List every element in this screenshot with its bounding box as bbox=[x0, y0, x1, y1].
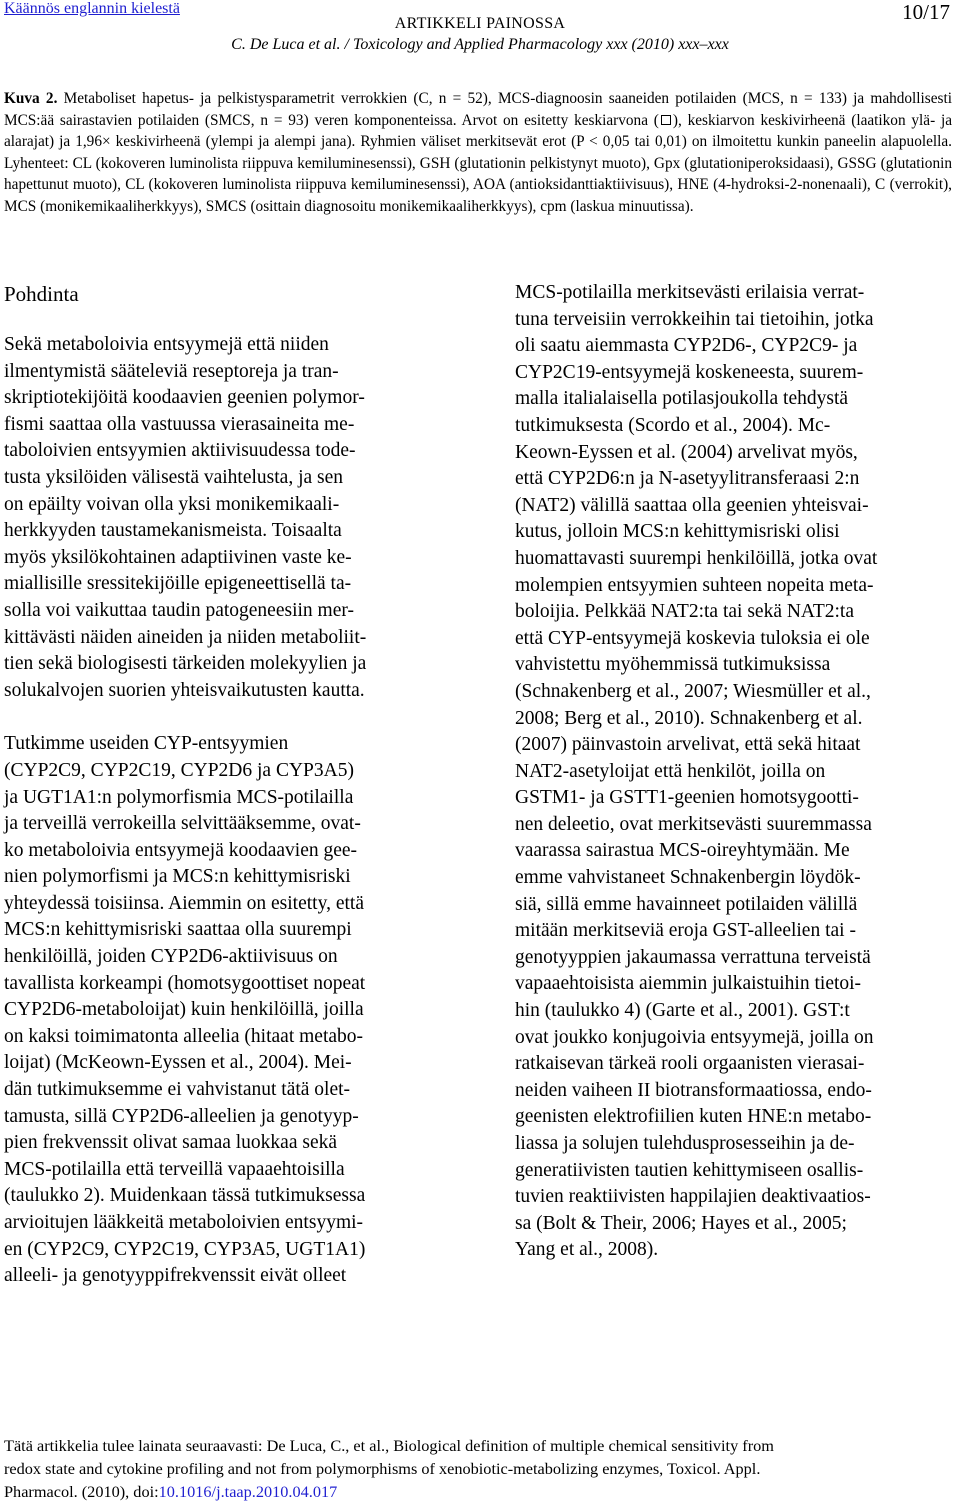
text-line: ja terveillä verrokeilla selvittääksemme, ovat- bbox=[4, 813, 361, 835]
text-line: liassa ja solujen tulehdusprosesseihin ja de- bbox=[515, 1133, 855, 1154]
text-line: (NAT2) välillä saattaa olla geenien yhteisvai- bbox=[515, 494, 869, 516]
text-line: vapaaehtoisista aiemmin julkaistuihin tietoi- bbox=[515, 973, 862, 995]
text-line: herkkyyden taustamekanismeista. Toisaalta bbox=[4, 520, 342, 542]
text-line: genotyyppien jakaumassa verrattuna terveistä bbox=[515, 946, 871, 968]
text-line: ratkaisevan tärkeä rooli orgaanisten vierasai- bbox=[515, 1053, 865, 1075]
figure-caption bbox=[4, 88, 952, 217]
text-line: malla italialaisella potilasjoukolla tehdystä bbox=[515, 388, 849, 410]
text-line: molempien entsyymien suhteen nopeita meta- bbox=[515, 574, 874, 596]
text-line: on epäilty voivan olla yksi monikemikaali- bbox=[4, 493, 340, 515]
text-line: tutkimuksesta (Scordo et al., 2004). Mc- bbox=[515, 414, 831, 436]
text-line: tuna terveisiin verrokkeihin tai tietoihin, jotka bbox=[515, 308, 874, 330]
text-line: miallisille sressitekijöille epigeneettisellä ta- bbox=[4, 573, 352, 595]
text-line: en (CYP2C9, CYP2C19, CYP3A5, UGT1A1) bbox=[4, 1238, 366, 1260]
text-line: nien polymorfismi ja MCS:n kehittymisriski bbox=[4, 866, 351, 888]
text-line: on kaksi toimimatonta alleelia (hitaat metabo- bbox=[4, 1025, 364, 1047]
text-line: että CYP2D6:n ja N-asetyylitransferaasi 2:n bbox=[515, 468, 860, 490]
caption-text-2: ), keskiarvon keskivirheenä (laatikon ylä- ja alarajat) ja 1,96× keskivirheenä (ylempi ja alempi jana). Ryhmien väliset merkitsevät erot (P < 0,05 tai 0,01) on ilmoitettu kunkin paneelin alapuolella. Lyhenteet: CL (kokoveren luminolista riippuva kemiluminesenssi), GSH (glutationin pelkistynyt muoto), Gpx (glutationiperoksidaasi), GSSG (glutationin hapettunut muoto), CL (kokoveren luminolista riippuva kemiluminesenssi), AOA (antioksidanttiaktiivisuus), HNE (4-hydroksi-2-nonenaali), C (verrokit), MCS (monikemikaaliherkkyys), SMCS (osittain diagnosoitu monikemikaaliherkkyys), cpm (laskua minuutissa). bbox=[4, 111, 952, 215]
text-line: (CYP2C9, CYP2C19, CYP2D6 ja CYP3A5) bbox=[4, 759, 354, 781]
text-line: kutus, jolloin MCS:n kehittymisriski olisi bbox=[515, 521, 840, 543]
text-line: että CYP-entsyymejä koskevia tuloksia ei ole bbox=[515, 627, 870, 649]
text-line: solukalvojen suorien yhteisvaikutusten kautta. bbox=[4, 679, 365, 701]
footer-line bbox=[4, 1480, 954, 1503]
text-line: huomattavasti suurempi henkilöillä, jotka ovat bbox=[515, 547, 878, 569]
paragraph-2 bbox=[4, 731, 456, 1289]
text-line: tusta yksilöiden välisestä vaihtelusta, ja sen bbox=[4, 466, 344, 488]
caption-label: Kuva 2. bbox=[4, 90, 58, 107]
text-line: tuvien reaktiivisten happilajien deaktivaatios- bbox=[515, 1186, 871, 1208]
caption-text-1: Metaboliset hapetus- ja pelkistysparametrit verrokkien (C, n = 52), MCS-diagnoosin saaneiden potilaiden (MCS, n = 133) ja mahdollisesti MCS:ää sairastavien potilaiden (SMCS, n = 93) veren komponenteissa. Arvot on esitetty keskiarvona ( bbox=[4, 90, 953, 129]
text-line: kittävästi näiden aineiden ja niiden metaboliit- bbox=[4, 626, 367, 648]
text-line: neiden vaiheen II biotransformaatiossa, endo- bbox=[515, 1079, 872, 1101]
page-number: 10/17 bbox=[902, 0, 950, 24]
paragraph-1 bbox=[4, 332, 456, 704]
left-column bbox=[4, 281, 456, 1290]
translation-link[interactable]: Käännös englannin kielestä bbox=[4, 0, 180, 17]
text-line: arvioitujen lääkkeitä metaboloivien entsyymi- bbox=[4, 1212, 364, 1233]
footer-doi-prefix: Pharmacol. (2010), doi: bbox=[4, 1482, 159, 1501]
text-line: boloijia. Pelkkää NAT2:ta tai sekä NAT2:ta bbox=[515, 601, 855, 623]
text-line: CYP2C19-entsyymejä koskeneesta, suurem- bbox=[515, 361, 864, 383]
square-icon bbox=[661, 115, 671, 125]
text-line: Yang et al., 2008). bbox=[515, 1239, 659, 1261]
paragraph-right bbox=[515, 280, 952, 1264]
text-line: ovat joukko konjugoivia entsyymejä, joilla on bbox=[515, 1026, 874, 1048]
text-line: 2008; Berg et al., 2010). Schnakenberg et al. bbox=[515, 707, 863, 729]
text-line: CYP2D6-metaboloijat) kuin henkilöillä, joilla bbox=[4, 999, 364, 1021]
text-line: dän tutkimuksemme ei vahvistanut tätä olet- bbox=[4, 1079, 351, 1101]
text-line: tien sekä biologisesti tärkeiden molekyylien ja bbox=[4, 653, 367, 675]
text-line: oli saatu aiemmasta CYP2D6-, CYP2C9- ja bbox=[515, 335, 858, 357]
text-line: NAT2-asetyloijat että henkilöt, joilla on bbox=[515, 760, 826, 782]
text-line: Keown-Eyssen et al. (2004) arvelivat myös, bbox=[515, 441, 858, 463]
text-line: GSTM1- ja GSTT1-geenien homotsygootti- bbox=[515, 787, 859, 809]
text-line: ilmentymistä sääteleviä reseptoreja ja tran- bbox=[4, 360, 339, 382]
doi-link[interactable]: 10.1016/j.taap.2010.04.017 bbox=[158, 1482, 338, 1501]
text-line: mitään merkitseviä eroja GST-alleelien tai - bbox=[515, 920, 856, 942]
text-line: Tutkimme useiden CYP-entsyymien bbox=[4, 733, 289, 755]
text-line: generatiivisten tautien kehittymiseen osallis- bbox=[515, 1159, 864, 1181]
text-line: geenisten elektrofiilien kuten HNE:n metabo- bbox=[515, 1106, 872, 1128]
footer-line: redox state and cytokine profiling and not from polymorphisms of xenobiotic-metabolizing enzymes, Toxicol. Appl. bbox=[4, 1459, 761, 1478]
journal-title: ARTIKKELI PAINOSSA bbox=[394, 15, 566, 32]
text-line: loijat) (McKeown-Eyssen et al., 2004). Mei- bbox=[4, 1052, 352, 1074]
text-line: hin (taulukko 4) (Garte et al., 2001). GST:t bbox=[515, 1000, 850, 1022]
section-heading: Pohdinta bbox=[4, 282, 79, 306]
text-line: siä, sillä emme havainneet potilaiden välillä bbox=[515, 893, 858, 915]
text-line: Sekä metaboloivia entsyymejä että niiden bbox=[4, 334, 329, 355]
text-line: (2007) päinvastoin arvelivat, että sekä hitaat bbox=[515, 734, 861, 756]
text-line: henkilöillä, joiden CYP2D6-aktiivisuus on bbox=[4, 946, 338, 968]
text-line: MCS:n kehittymisriski saattaa olla suurempi bbox=[4, 919, 352, 941]
text-line: alleeli- ja genotyyppifrekvenssit eivät olleet bbox=[4, 1265, 347, 1287]
footer-line: Tätä artikkelia tulee lainata seuraavasti: De Luca, C., et al., Biological definition of multiple chemical sensitivity from bbox=[4, 1436, 774, 1455]
text-line: fismi saattaa olla vastuussa vierasaineita me- bbox=[4, 413, 355, 435]
text-line: skriptiotekijöitä koodaavien geenien polymor- bbox=[4, 387, 365, 409]
text-line: pien frekvenssit olivat samaa luokkaa sekä bbox=[4, 1132, 338, 1154]
text-line: MCS-potilailla että terveillä vapaaehtoisilla bbox=[4, 1158, 345, 1180]
text-line: myös yksilökohtainen adaptiivinen vaste ke- bbox=[4, 546, 352, 568]
text-line: ko metaboloivia entsyymejä koodaavien gee- bbox=[4, 839, 358, 861]
text-line: taboloivien entsyymien aktiivisuudessa tode- bbox=[4, 440, 356, 462]
text-line: tavallista korkeampi (homotsygoottiset nopeat bbox=[4, 972, 366, 994]
text-line: (taulukko 2). Muidenkaan tässä tutkimuksessa bbox=[4, 1185, 366, 1207]
text-line: ja UGT1A1:n polymorfismia MCS-potilailla bbox=[4, 786, 354, 808]
journal-citation: C. De Luca et al. / Toxicology and Applied Pharmacology xxx (2010) xxx–xxx bbox=[231, 36, 729, 53]
text-line: vahvistettu myöhemmissä tutkimuksissa bbox=[515, 654, 831, 676]
text-line: tamusta, sillä CYP2D6-alleelien ja genotyyp- bbox=[4, 1105, 359, 1127]
text-line: sa (Bolt & Their, 2006; Hayes et al., 2005; bbox=[515, 1212, 847, 1234]
text-line: solla voi vaikuttaa taudin patogeneesiin mer- bbox=[4, 599, 354, 621]
right-column bbox=[515, 280, 952, 1264]
text-line: emme vahvistaneet Schnakenbergin löydök- bbox=[515, 867, 861, 889]
citation-footer bbox=[4, 1434, 954, 1503]
text-line: MCS-potilailla merkitsevästi erilaisia verrat- bbox=[515, 282, 865, 303]
text-line: yhteydessä toisiinsa. Aiemmin on esitetty, että bbox=[4, 892, 364, 914]
text-line: nen deleetio, ovat merkitsevästi suuremmassa bbox=[515, 813, 872, 835]
text-line: vaarassa sairastua MCS-oireyhtymään. Me bbox=[515, 840, 850, 862]
text-line: (Schnakenberg et al., 2007; Wiesmüller et al., bbox=[515, 680, 871, 702]
